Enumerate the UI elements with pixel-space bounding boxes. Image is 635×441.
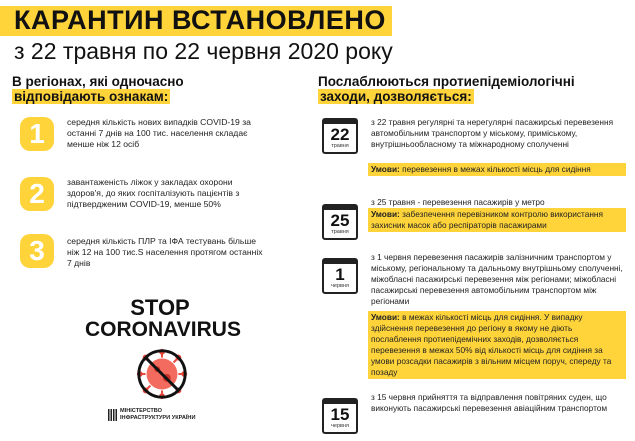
stop-label: STOP bbox=[130, 295, 190, 320]
event-3-conditions-label: Умови: bbox=[371, 312, 400, 322]
event-2-conditions-text: забезпечення перевізником контролю використання захисник масок або респіраторів пасажирами bbox=[371, 209, 604, 230]
event-2-text: з 25 травня - перевезення пасажирів у метро bbox=[371, 197, 545, 207]
coronavirus-label: CORONAVIRUS bbox=[85, 318, 241, 341]
right-heading bbox=[318, 74, 575, 104]
ministry-name bbox=[120, 408, 196, 421]
calendar-icon-may-25 bbox=[322, 204, 358, 240]
calendar-icon-june-1 bbox=[322, 258, 358, 294]
event-3-conditions-text: в межах кількості місць для сидіння. У випадку здійснення перевезення до регіону в якому не діють послаблення протиепідемічних заходів, дозволяється перевезення в межах 50% від кількості місць для сидіння за умови розсадки пасажирів з вільним місцем поруч, спереду та позаду bbox=[371, 312, 612, 377]
left-heading bbox=[12, 74, 184, 104]
calendar-month: травня bbox=[331, 143, 349, 149]
criterion-3-text: середня кількість ПЛР та ІФА тестувань більше ніж 12 на 100 тис.S населення протягом останніх 7 днів bbox=[67, 236, 263, 268]
event-1-conditions-label: Умови: bbox=[371, 164, 400, 174]
calendar-month: червня bbox=[331, 283, 349, 289]
calendar-month: червня bbox=[331, 423, 349, 429]
event-2-conditions bbox=[368, 208, 626, 232]
right-heading-line1: Послаблюються протиепідеміологічні bbox=[318, 74, 575, 89]
criterion-1-number-badge: 1 bbox=[20, 117, 54, 151]
calendar-day: 22 bbox=[330, 125, 350, 144]
criterion-2-number-badge: 2 bbox=[20, 177, 54, 211]
ministry-line1: МІНІСТЕРСТВО bbox=[120, 408, 163, 414]
calendar-icon-may-22 bbox=[322, 118, 358, 154]
page-subtitle: з 22 травня по 22 червня 2020 року bbox=[14, 38, 393, 64]
calendar-icon-june-15 bbox=[322, 398, 358, 434]
event-3-text: з 1 червня перевезення пасажирів залізничним транспортом у міському, регіональному та дальньому внутрішньому сполученні, міжобласні пасажирські перевезення між регіонами; міжобласні пасажирські перевезення автомобільним транспортом між регіонами bbox=[371, 252, 623, 306]
left-heading-line1: В регіонах, які одночасно bbox=[12, 74, 184, 89]
calendar-day: 25 bbox=[330, 211, 350, 230]
event-2-conditions-label: Умови: bbox=[371, 209, 400, 219]
calendar-month: травня bbox=[331, 229, 349, 235]
ministry-line2: ІНФРАСТРУКТУРИ УКРАЇНИ bbox=[120, 414, 196, 421]
event-1-conditions-text: перевезення в межах кількості місць для сидіння bbox=[399, 164, 591, 174]
page-title: КАРАНТИН ВСТАНОВЛЕНО bbox=[14, 5, 386, 35]
calendar-day: 1 bbox=[335, 265, 345, 284]
criterion-1-text: середня кількість нових випадків COVID-19 за останні 7 днів на 100 тис. населення складає менше ніж 12 осіб bbox=[67, 117, 251, 149]
left-heading-line2: відповідають ознакам: bbox=[14, 89, 169, 104]
criterion-3-number-badge: 3 bbox=[20, 234, 54, 268]
event-1-conditions bbox=[368, 163, 626, 176]
virus-prohibited-icon bbox=[133, 345, 191, 403]
event-3-conditions bbox=[368, 311, 626, 379]
ministry-logo-icon bbox=[108, 409, 117, 421]
event-4-text: з 15 червня прийняття та відправлення повітряних суден, що виконують пасажирські перевезення авіаційним транспортом bbox=[371, 392, 608, 413]
event-1-text: з 22 травня регулярні та нерегулярні пасажирські перевезення автомобільним транспортом у міському, приміському, внутрішньообласному та міжнародному сполученні bbox=[371, 117, 614, 149]
criterion-2-text: завантаженість ліжок у закладах охорони здоров'я, до яких госпіталізують пацієнтів з підтвердженим COVID-19, менше 50% bbox=[67, 177, 240, 209]
calendar-day: 15 bbox=[330, 405, 350, 424]
right-heading-line2: заходи, дозволяється: bbox=[320, 89, 472, 104]
